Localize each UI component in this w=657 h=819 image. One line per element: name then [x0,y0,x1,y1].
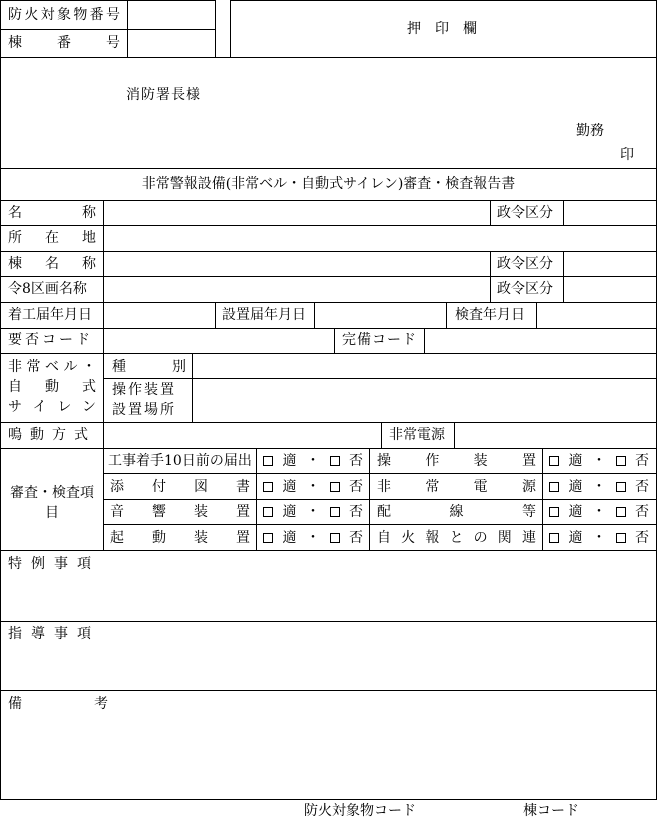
checkbox-icon[interactable] [616,507,626,517]
building-number-label: 棟 番 号 [8,35,120,51]
review-item-left-4: 起 動 装 置 [110,530,250,546]
check-ng-text: 否 [349,453,363,469]
check-ok-text: 適 [282,479,297,495]
check-left-4[interactable] [263,531,363,545]
check-ok-text: 適 [282,504,297,520]
check-ng-text: 否 [635,479,649,495]
check-left-3[interactable] [263,505,363,519]
section8-name-label: 令8区画名称 [8,281,87,297]
checkbox-icon[interactable] [263,533,273,543]
emergency-power-label: 非常電源 [389,427,445,443]
alarm-group-label-line1: 非 常 ベ ル ・ [8,359,96,375]
checkbox-icon[interactable] [330,482,340,492]
seal-mark: 印 [620,147,634,163]
review-item-right-4: 自 火 報 と の 関 連 [377,530,536,546]
seal-column-label: 押印欄 [407,21,491,37]
check-ok-text: 適 [568,479,583,495]
check-ok-text: 適 [282,530,297,546]
ordinance-class-label-2: 政令区分 [497,256,553,272]
check-sep-text: ・ [306,479,320,495]
check-sep-text: ・ [592,479,606,495]
building-code-label: 棟コード [523,803,579,819]
review-item-left-1: 工事着手10日前の届出 [108,453,252,469]
check-ng-text: 否 [635,453,649,469]
page-title: 非常警報設備(非常ベル・自動式サイレン)審査・検査報告書 [141,176,516,192]
review-item-right-2: 非 常 電 源 [377,479,536,495]
check-ok-text: 適 [568,453,583,469]
checkbox-icon[interactable] [549,482,559,492]
remarks-label: 備 考 [8,696,108,712]
review-item-left-3: 音 響 装 置 [110,504,250,520]
checkbox-icon[interactable] [616,456,626,466]
check-sep-text: ・ [306,453,320,469]
check-right-2[interactable] [549,480,649,494]
review-item-left-2: 添 付 図 書 [110,479,250,495]
check-ng-text: 否 [349,530,363,546]
ordinance-class-label: 政令区分 [497,205,553,221]
duty-label: 勤務 [576,123,604,139]
checkbox-icon[interactable] [549,533,559,543]
check-left-1[interactable] [263,454,363,468]
checkbox-icon[interactable] [616,482,626,492]
completion-code-label: 完備コード [342,332,417,348]
operation-label-line1: 操作装置 [112,382,176,398]
review-item-right-3: 配 線 等 [377,504,536,520]
check-sep-text: ・ [306,530,320,546]
check-right-1[interactable] [549,454,649,468]
ordinance-class-label-3: 政令区分 [497,281,553,297]
alarm-group-label-line2: 自 動 式 [8,379,96,395]
operation-label-line2: 設置場所 [112,402,176,418]
review-group-label: 審査・検査項目 [10,485,94,521]
check-sep-text: ・ [592,530,606,546]
addressee-line: 消防署長様 [126,87,201,103]
check-left-2[interactable] [263,480,363,494]
check-ok-text: 適 [568,530,583,546]
check-right-4[interactable] [549,531,649,545]
checkbox-icon[interactable] [263,507,273,517]
check-ok-text: 適 [282,453,297,469]
checkbox-icon[interactable] [616,533,626,543]
check-ng-text: 否 [635,504,649,520]
guidance-items-label: 指導事項 [8,626,100,642]
check-ng-text: 否 [635,530,649,546]
check-sep-text: ・ [592,504,606,520]
checkbox-icon[interactable] [330,456,340,466]
checkbox-icon[interactable] [330,533,340,543]
fire-target-code-label: 防火対象物コード [304,803,416,819]
name-label: 名 称 [8,205,96,221]
fire-target-number-label: 防 火 対 象 物 番 号 [8,7,120,23]
checkbox-icon[interactable] [549,507,559,517]
building-name-label: 棟 名 称 [8,256,96,272]
check-sep-text: ・ [592,453,606,469]
type-label: 種 別 [112,359,186,375]
checkbox-icon[interactable] [330,507,340,517]
review-item-right-1: 操 作 装 置 [377,453,536,469]
install-notice-date-label: 設置届年月日 [222,307,306,323]
checkbox-icon[interactable] [263,482,273,492]
special-items-label: 特例事項 [8,556,100,572]
ringing-method-label: 鳴動方式 [8,427,96,443]
checkbox-icon[interactable] [549,456,559,466]
checkbox-icon[interactable] [263,456,273,466]
check-right-3[interactable] [549,505,649,519]
inspection-date-label: 検査年月日 [455,307,525,323]
check-ng-text: 否 [349,479,363,495]
alarm-group-label-line3: サ イ レ ン [8,399,96,415]
required-code-label: 要否コード [8,332,93,348]
check-ng-text: 否 [349,504,363,520]
location-label: 所 在 地 [8,230,96,246]
start-notice-date-label: 着工届年月日 [8,307,92,323]
check-sep-text: ・ [306,504,320,520]
check-ok-text: 適 [568,504,583,520]
